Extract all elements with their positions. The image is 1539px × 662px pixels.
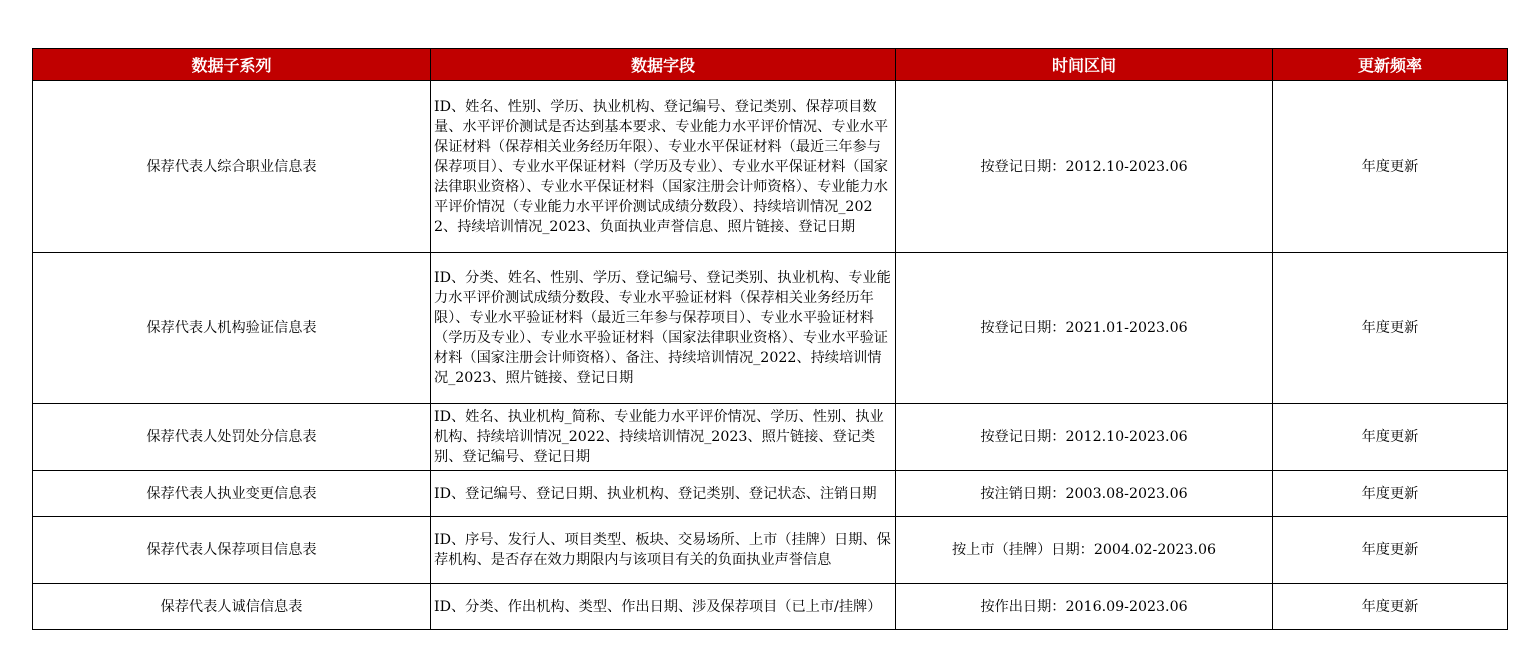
- frequency-cell: 年度更新: [1273, 584, 1508, 630]
- frequency-cell: 年度更新: [1273, 81, 1508, 253]
- table-row: [33, 253, 1508, 404]
- fields-cell: ID、登记编号、登记日期、执业机构、登记类别、登记状态、注销日期: [431, 471, 896, 517]
- subseries-cell: 保荐代表人执业变更信息表: [33, 471, 431, 517]
- frequency-cell: 年度更新: [1273, 471, 1508, 517]
- table-row: [33, 471, 1508, 517]
- time-range-cell: 按登记日期：2012.10-2023.06: [896, 81, 1273, 253]
- fields-cell: ID、姓名、性别、学历、执业机构、登记编号、登记类别、保荐项目数量、水平评价测试是否达到基本要求、专业能力水平评价情况、专业水平保证材料（保荐相关业务经历年限）、专业水平保证材料（最近三年参与保荐项目）、专业水平保证材料（学历及专业）、专业水平保证材料（国家法律职业资格）、专业水平保证材料（国家注册会计师资格）、专业能力水平评价情况（专业能力水平评价测试成绩分数段）、持续培训情况_2022、持续培训情况_2023、负面执业声誉信息、照片链接、登记日期: [431, 81, 896, 253]
- fields-cell: ID、序号、发行人、项目类型、板块、交易场所、上市（挂牌）日期、保荐机构、是否存在效力期限内与该项目有关的负面执业声誉信息: [431, 517, 896, 584]
- subseries-cell: 保荐代表人保荐项目信息表: [33, 517, 431, 584]
- table-row: [33, 584, 1508, 630]
- table-row: [33, 404, 1508, 471]
- subseries-cell: 保荐代表人诚信信息表: [33, 584, 431, 630]
- frequency-cell: 年度更新: [1273, 404, 1508, 471]
- time-range-cell: 按注销日期：2003.08-2023.06: [896, 471, 1273, 517]
- time-range-cell: 按上市（挂牌）日期：2004.02-2023.06: [896, 517, 1273, 584]
- table-row: [33, 517, 1508, 584]
- header-time-range: 时间区间: [896, 49, 1273, 81]
- header-subseries: 数据子系列: [33, 49, 431, 81]
- fields-cell: ID、分类、姓名、性别、学历、登记编号、登记类别、执业机构、专业能力水平评价测试成绩分数段、专业水平验证材料（保荐相关业务经历年限）、专业水平验证材料（最近三年参与保荐项目）、专业水平验证材料（学历及专业）、专业水平验证材料（国家法律职业资格）、专业水平验证材料（国家注册会计师资格）、备注、持续培训情况_2022、持续培训情况_2023、照片链接、登记日期: [431, 253, 896, 404]
- subseries-cell: 保荐代表人综合职业信息表: [33, 81, 431, 253]
- fields-cell: ID、分类、作出机构、类型、作出日期、涉及保荐项目（已上市/挂牌）: [431, 584, 896, 630]
- frequency-cell: 年度更新: [1273, 253, 1508, 404]
- header-frequency: 更新频率: [1273, 49, 1508, 81]
- data-catalog-table: [32, 48, 1508, 630]
- subseries-cell: 保荐代表人处罚处分信息表: [33, 404, 431, 471]
- table-header-row: [33, 49, 1508, 81]
- time-range-cell: 按登记日期：2012.10-2023.06: [896, 404, 1273, 471]
- frequency-cell: 年度更新: [1273, 517, 1508, 584]
- table-row: [33, 81, 1508, 253]
- header-fields: 数据字段: [431, 49, 896, 81]
- fields-cell: ID、姓名、执业机构_简称、专业能力水平评价情况、学历、性别、执业机构、持续培训情况_2022、持续培训情况_2023、照片链接、登记类别、登记编号、登记日期: [431, 404, 896, 471]
- time-range-cell: 按登记日期：2021.01-2023.06: [896, 253, 1273, 404]
- subseries-cell: 保荐代表人机构验证信息表: [33, 253, 431, 404]
- time-range-cell: 按作出日期：2016.09-2023.06: [896, 584, 1273, 630]
